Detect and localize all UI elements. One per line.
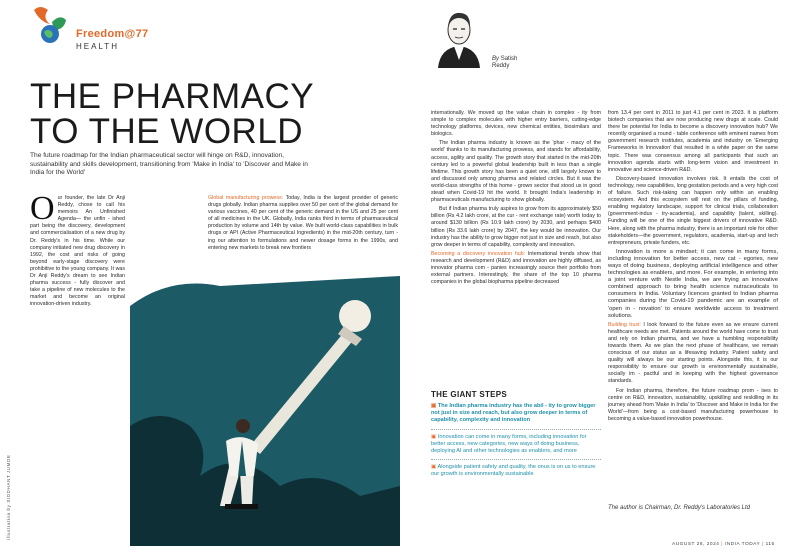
footer: AUGUST 26, 2024 | INDIA TODAY | 115: [672, 542, 775, 547]
title-line-2: TO THE WORLD: [30, 112, 304, 151]
col4-para-3: Innovation is more a mindset; it can come in many forms, including innovation for better access, new cat - egories, new ways of doing business, deploying artificial intelligence and other technologies as enablers, and more. For example, in entering into a joint venture with Nestle India, we are trying an innovative combined approach to bring health science nutraceuticals to consumers in India. Voluntary licences granted to Indian pharma companies during the Covid-19 pandemic are an example of 'open in - novation' to ensure worldwide access to treatment solutions.: [608, 248, 778, 319]
col1-text: ur founder, the late Dr Anji Reddy, chose to call his memoirs An Unfinished Agenda— the unfin - ished part being the discovery, development and commercialisation of a new drug by Dr. Reddy's in his time. While our company initiated new drug discovery in 1992, the cost and risks of going beyond early-stage discovery were prohibitive to the young company. It was Dr Anji Reddy's dream to see Indian pharma success - fully discover and take a pipeline of new molecules to the market and become an original innovation-driven industry.: [30, 195, 125, 308]
col3-para-3: But if Indian pharma truly aspires to grow from its approximately $50 billion (Rs 4.2 lakh crore, at the cur - rent exchange rate) worth today to around $130 billion (Rs 10.9 lakh crore) by 2030, and perhaps $400 billion (Rs 33.6 lakh crore) by 2047, the key would be innovation. Our industry has the ability to grow bigger not just in size and reach, but also grow deeper in terms of capability, complexity and innovation.: [431, 206, 601, 248]
title-line-1: THE PHARMACY: [30, 77, 315, 116]
brand-label: Freedom@77: [76, 28, 149, 40]
giant-steps-box: [431, 390, 601, 479]
giant-steps-heading: THE GIANT STEPS: [431, 390, 508, 399]
freedom-logo: [30, 4, 70, 46]
column-3: [431, 110, 601, 288]
col4-para-2: Discovery-based innovation involves risk. It entails the cost of technology, new capabilities, long gestation periods and a very high cost of failure. Such risk-taking can happen only within an enabling ecosystem. And this ecosystem will rest on the pillars of funding, enabling regulatory landscape, support for clinical trials, collaboration (government-indus - try-academia), and capability (talent, skilling). Funding will be one of the single biggest drivers of innovative R&D. Here, along with the pharma industry, there is an important role for other stakeholders—the government, regulators, academia, start-up and tech entrepreneurs, private funders, etc.: [608, 175, 778, 246]
author-note: The author is Chairman, Dr. Reddy's Laboratories Ltd: [608, 505, 750, 511]
col4-lead: Building trust:: [608, 321, 642, 328]
col2-text: Today, India is the largest provider of generic drugs globally. Indian pharma supplies over 50 per cent of the global demand for various vaccines, 40 per cent of the generic demand in the US and 25 per cent of all medicines in the UK. Globally, India ranks third in terms of pharmaceutical production by volume and 14th by value. We built world-class capabilities in bulk drugs or API (Active Pharmaceutical Ingredients) in the mid-20th century, turn - ing our attention to formulations and newer dosage forms in the 1990s, and entering new markets to break new frontiers: [208, 195, 398, 251]
footer-date: AUGUST 26, 2024: [672, 542, 720, 547]
author-byline: By Satish Reddy: [492, 56, 518, 69]
col3-para-4: International trends show that research and development (R&D) and innovation are highly diffused, as innovator pharma com - panies increasingly source their portfolio from external partners. Interestingly, the share of the top 10 pharma companies in the global biopharma pipeline decreased: [431, 250, 601, 286]
illustration: [130, 276, 400, 546]
giant-step-3: ▣ Alongside patient safety and quality, the onus is on us to ensure our growth is environmentally sustainable: [431, 464, 596, 478]
giant-step-2: ▣ Innovation can come in many forms, including innovation for better access, new categories, new ways of doing business, deploying AI and other technologies as enablers, and more: [431, 433, 587, 455]
footer-magazine: INDIA TODAY: [724, 542, 761, 547]
col3-para-1: internationally. We moved up the value chain in complex - ity from simple to complex molecules with higher entry barriers, cutting-edge technology platforms, devices, new chemical entities, biosimilars and biologics.: [431, 110, 601, 138]
illustration-credit: Illustration by SIDDHANT JUMDE: [6, 454, 11, 540]
column-2: [208, 195, 398, 252]
column-1: [30, 190, 125, 309]
deck: The future roadmap for the Indian pharmaceutical sector will hinge on R&D, innovation, sustainability and skills development, transitioning from 'Make in India' to 'Discover and Make in India for the World': [30, 152, 308, 176]
giant-step-1: ▣ The Indian pharma industry has the abil - ity to grow bigger not just in size and reach, but also grow deeper in terms of capability, complexity and innovation: [431, 403, 596, 424]
page-number: 115: [765, 542, 775, 547]
page-title: [30, 79, 314, 149]
col4-para-5: For Indian pharma, therefore, the future roadmap prom - ises to centre on R&D, innovation, sustainability, upskilling and reskilling in its journey ahead from 'Make in India' to 'Discover and Make in India for the World'—from being a cost-based manufacturing powerhouse to becoming a value-based innovation powerhouse.: [608, 387, 778, 422]
col2-lead: Global manufacturing prowess:: [208, 195, 284, 201]
column-4: [608, 110, 778, 425]
col4-para-1: from 13.4 per cent in 2011 to just 4.1 per cent in 2023. It is platform biotech companies that are now producing new drugs at scale. Could there be potential for India to become a discovery innovation hub? We recently organised a round - table conference with eminent names from government research institutes, academia and industry on 'Emerging Frameworks in Innovation' that resulted in a white paper on the same topic. There was consensus among all participants that such an innovation agenda starts with long-term vision and investment in innovative and science-driven R&D.: [608, 110, 778, 173]
col3-lead: Becoming a discovery innovation hub:: [431, 250, 526, 257]
dropcap: O: [30, 190, 55, 227]
col4-para-4: I look forward to the future even as we ensure current healthcare needs are met. Patients around the world have come to trust and rely on Indian pharma, and we have a humbling responsibility towards them. As we plan the next phase of healthcare, we remain conscious of our status as a lifesaving industry. Patient safety and quality will always be our starting points. Alongside this, it is our responsibility to ensure our growth is environmentally sustainable, socially im - pactful and in keeping with the highest governance standards.: [608, 321, 778, 385]
section-label: HEALTH: [76, 42, 119, 51]
col3-para-2: The Indian pharma industry is known as the 'phar - macy of the world' thanks to its manufacturing prowess, and stands for affordability, access, agility and quality. The growth story that started in the mid-20th century led to a powerful global leadership built in less than a single lifetime. This growth story has been a quiet one, still largely known to and discussed only among pharma and related circles. But it was the world-class strengths of this home - grown sector that stood us in good stead when Covid-19 hit the world. It brought India's leadership in pharmaceuticals manufacturing to show globally.: [431, 140, 601, 204]
author-photo: [434, 4, 484, 68]
